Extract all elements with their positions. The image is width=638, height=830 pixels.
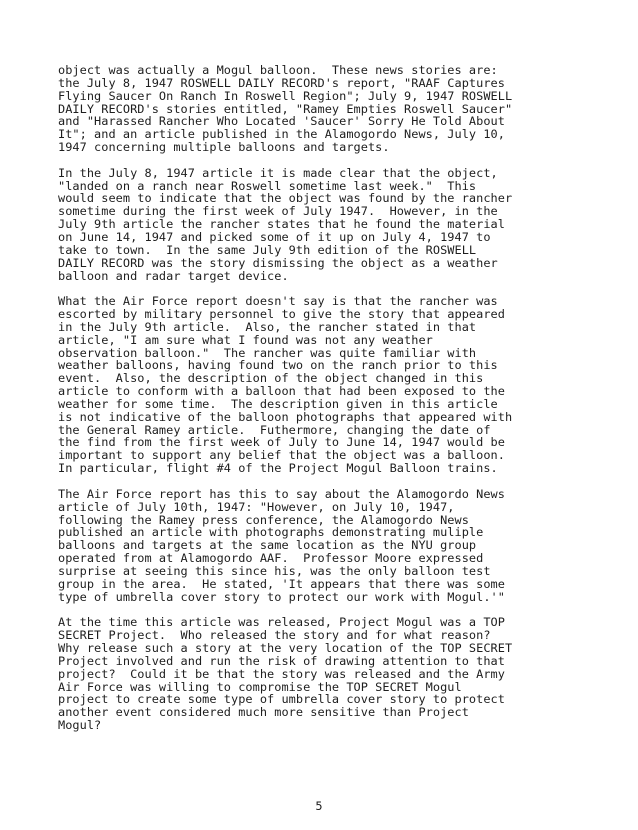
paragraph-3: What the Air Force report doesn't say is that the rancher was escorted by military personnel to give the story that appeared in the July 9th article. Also, the rancher stated in that article, "I am sure what I found was not any weather observation balloon." The rancher was quite familiar with weather balloons, having found two on the ranch prior to this event. Also, the description of the object changed in this article to conform with a balloon that had been exposed to the weather for some time. The description given in this article is not indicative of the balloon photographs that appeared with the General Ramey article. Futhermore, changing the date of the find from the first week of July to June 14, 1947 would be important to support any belief that the object was a balloon. In particular, flight #4 of the Project Mogul Balloon trains. xyxy=(58,294,520,476)
paragraph-1: object was actually a Mogul balloon. These news stories are: the July 8, 1947 ROSWELL DAILY RECORD's report, "RAAF Captures Flying Saucer On Ranch In Roswell Region"; July 9, 1947 ROSWELL DAILY RECORD's stories entitled, "Ramey Empties Roswell Saucer" and "Harassed Rancher Who Located 'Saucer' Sorry He Told About It"; and an article published in the Alamogordo News, July 10, 1947 concerning multiple balloons and targets. xyxy=(58,63,520,155)
paragraph-4: The Air Force report has this to say about the Alamogordo News article of July 10th, 1947: "However, on July 10, 1947, following the Ramey press conference, the Alamogordo News published an article with photographs demonstrating muliple balloons and targets at the same location as the NYU group operated from at Alamogordo AAF. Professor Moore expressed surprise at seeing this since his, was the only balloon test group in the area. He stated, 'It appears that there was some type of umbrella cover story to protect our work with Mogul.'" xyxy=(58,486,513,604)
body-text xyxy=(58,64,518,745)
paragraph-5: At the time this article was released, Project Mogul was a TOP SECRET Project. Who released the story and for what reason? Why release such a story at the very location of the TOP SECRET Project involved and run the risk of drawing attention to that project? Could it be that the story was released and the Army Air Force was willing to compromise the TOP SECRET Mogul project to create some type of umbrella cover story to protect another event considered much more sensitive than Project Mogul? xyxy=(58,615,520,733)
page-number: 5 xyxy=(315,799,323,813)
paragraph-2: In the July 8, 1947 article it is made clear that the object, "landed on a ranch near Roswell sometime last week." This would seem to indicate that the object was found by the rancher sometime during the first week of July 1947. However, in the July 9th article the rancher states that he found the material on June 14, 1947 and picked some of it up on July 4, 1947 to take to town. In the same July 9th edition of the ROSWELL DAILY RECORD was the story dismissing the object as a weather balloon and radar target device. xyxy=(58,165,520,283)
